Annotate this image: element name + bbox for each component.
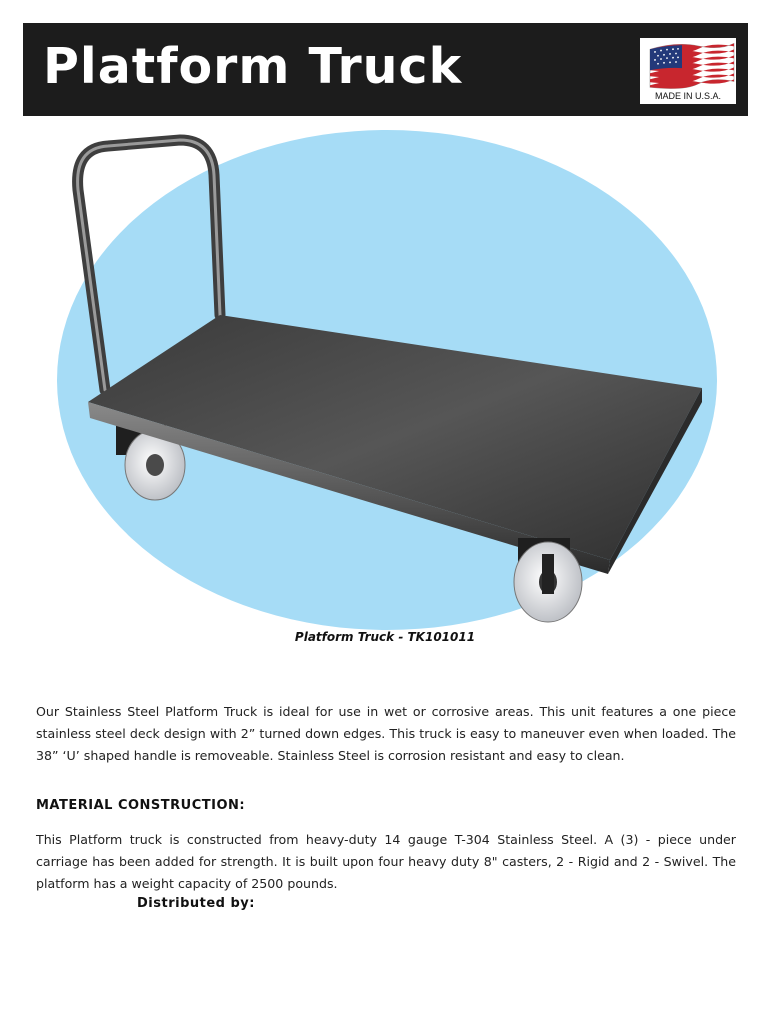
distributed-by-label: Distributed by: xyxy=(137,896,255,911)
page-title: Platform Truck xyxy=(43,38,463,95)
material-construction-heading: MATERIAL CONSTRUCTION: xyxy=(36,798,246,813)
product-photo xyxy=(30,130,740,630)
material-construction-body: This Platform truck is constructed from heavy-duty 14 gauge T-304 Stainless Steel. A (3) - piece under carriage has been added for strength. It is built upon four heavy duty 8" casters, 2 - Rigid and 2 - Swivel. The platform has a weight capacity of 2500 pounds. xyxy=(36,831,736,891)
made-in-usa-label: MADE IN U.S.A. xyxy=(654,91,721,101)
made-in-usa-badge xyxy=(640,38,736,104)
photo-caption: Platform Truck - TK101011 xyxy=(294,630,476,644)
product-description: Our Stainless Steel Platform Truck is ideal for use in wet or corrosive areas. This unit features a one piece stainless steel deck design with 2” turned down edges. This truck is easy to maneuver even when loaded. The 38” ‘U’ shaped handle is removeable. Stainless Steel is corrosion resistant and easy to clean. xyxy=(36,703,736,763)
header-banner xyxy=(23,23,748,116)
us-flag-icon xyxy=(640,38,736,92)
